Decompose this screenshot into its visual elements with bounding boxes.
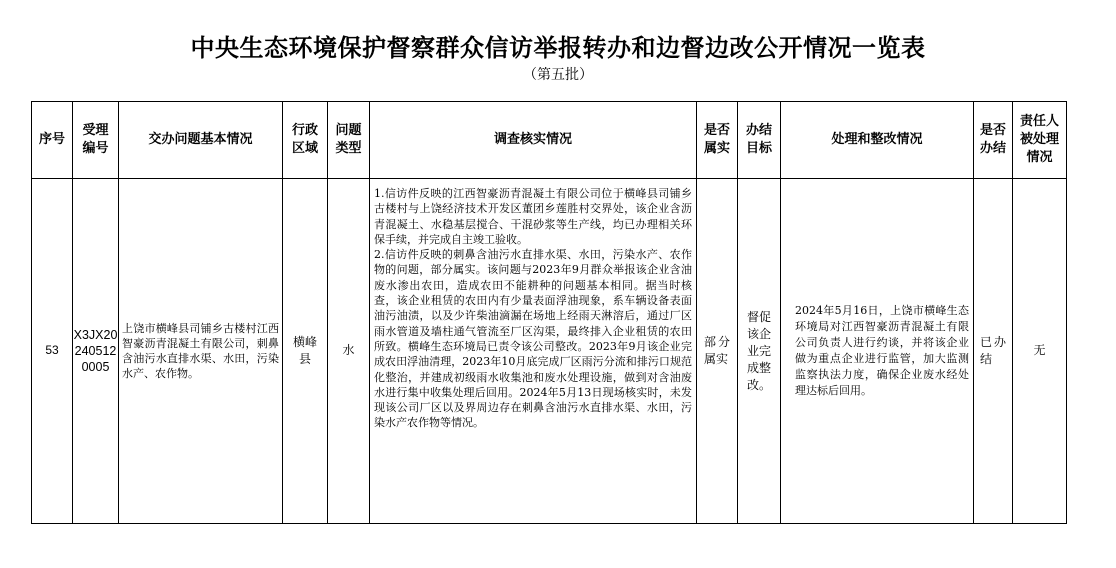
report-table [31,101,1067,524]
header-type: 问题类型 [328,102,370,179]
header-region: 行政区域 [283,102,328,179]
cell-seq: 53 [32,179,73,524]
batch-subtitle: （第五批） [523,67,593,83]
cell-investigation [370,179,697,524]
cell-issue: 上饶市横峰县司铺乡古楼村江西智豪沥青混凝土有限公司，刺鼻含油污水直排水渠、水田，污染水产、农作物。 [119,179,283,524]
header-closed: 是否办结 [974,102,1013,179]
header-investigation: 调查核实情况 [370,102,697,179]
cell-region: 横峰县 [283,179,328,524]
header-issue: 交办问题基本情况 [119,102,283,179]
cell-goal: 督促该企业完成整改。 [738,179,781,524]
page-title: 中央生态环境保护督察群众信访举报转办和边督边改公开情况一览表 [190,34,926,62]
header-id: 受理编号 [73,102,119,179]
cell-verified: 部分属实 [697,179,738,524]
table-row [32,179,1067,524]
table-header-row [32,102,1067,179]
cell-accountable: 无 [1013,179,1067,524]
header-seq: 序号 [32,102,73,179]
cell-closed: 已办结 [974,179,1013,524]
cell-handling: 2024年5月16日，上饶市横峰生态环境局对江西智豪沥青混凝土有限公司负责人进行约谈，并将该企业做为重点企业进行监管，加大监测监察执法力度，确保企业废水经处理达标后回用。 [781,179,974,524]
investigation-paragraph-1: 1.信访件反映的江西智豪沥青混凝土有限公司位于横峰县司铺乡古楼村与上饶经济技术开发区董团乡莲胜村交界处，该企业含沥青混凝土、水稳基层搅合、干混砂浆等生产线，均已办理相关环保手续，并完成自主竣工验收。 [374,187,692,246]
header-handling: 处理和整改情况 [781,102,974,179]
header-accountable: 责任人被处理情况 [1013,102,1067,179]
cell-type: 水 [328,179,370,524]
header-goal: 办结目标 [738,102,781,179]
header-verified: 是否属实 [697,102,738,179]
investigation-paragraph-2: 2.信访件反映的刺鼻含油污水直排水渠、水田，污染水产、农作物的问题，部分属实。该问题与2023年9月群众举报该企业含油废水渗出农田，造成农田不能耕种的问题基本相同。据当时核查，该企业租赁的农田内有少量表面浮油现象，系车辆设备表面油污油渍，以及少许柴油滴漏在场地上经雨天淋溶后，通过厂区雨水管道及墙柱通气管流至厂区沟渠，最终排入企业租赁的农田所致。横峰生态环境局已责令该公司整改。2023年9月该企业完成农田浮油清理，2023年10月底完成厂区雨污分流和排污口规范化整治，并建成初级雨水收集池和废水处理设施，做到对含油废水进行集中收集处理后回用。2024年5月13日现场核实时，未发现该公司厂区以及界周边存在刺鼻含油污水直排水渠、水田，污染水产农作物等情况。 [374,248,692,430]
cell-id: X3JX202405120005 [73,179,119,524]
